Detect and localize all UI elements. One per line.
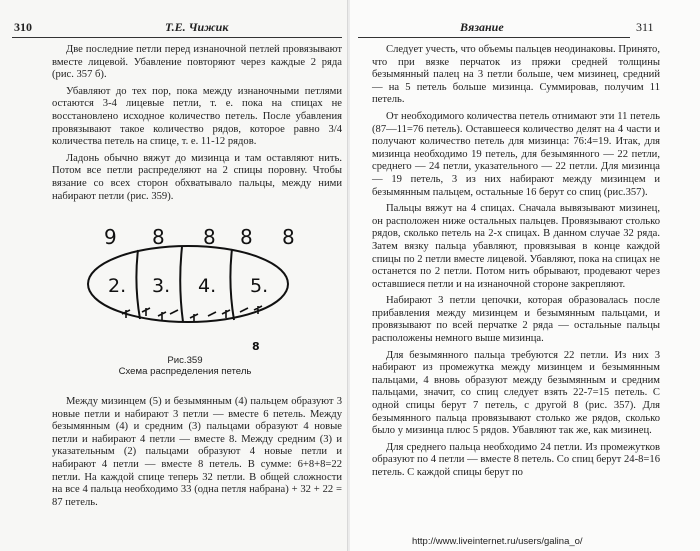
- left-page-number: 310: [14, 20, 32, 34]
- left-paragraph: Две последние петли перед изнаночной петлей провязывают вместе лицевой. Убавление повторяют через каждые 2 ряда (рис. 357 б).: [52, 44, 342, 81]
- right-paragraph: Для среднего пальца необходимо 24 петли. Из промежутков образуют по 4 петли — вместе 8 петель. Со спиц берут 24-8=16 петель. С каждой спицы берут по: [372, 441, 660, 478]
- left-header-title: Т.Е. Чижик: [165, 20, 229, 34]
- left-paragraph: Убавляют до тех пор, пока между изнаночными петлями остаются 3-4 лицевые петли, т. е. пока на спицах не восстановлено исходное количество петель. После убавления провязывают такое количество рядов, которое равно 3/4 количества петель на спице, т. е. 11-12 рядов.: [52, 85, 342, 148]
- left-header-rule: [12, 37, 342, 38]
- stitch-distribution-figure: [70, 222, 340, 354]
- left-text-top: [52, 44, 342, 207]
- figure-top-number: 8: [152, 225, 165, 249]
- left-text-bottom: [52, 396, 342, 513]
- right-header-title: Вязание: [460, 20, 504, 34]
- left-page: [0, 0, 349, 551]
- section-divider: [180, 247, 183, 322]
- right-text: [372, 44, 660, 484]
- section-divider: [230, 249, 234, 320]
- right-paragraph: Для безымянного пальца требуются 22 петли. Из них 3 набирают из промежутка между мизинцем и безымянным пальцами, 4 вновь образуют между безымянным и средним пальцами, значит, со спиц следует взять 22-7=15 петель. С одной спицы берут 7 петель, с другой 8 (рис. 357). Для безымянного пальца провязывают столько же рядов, сколько было у мизинца плюс 5 рядов. Убавляют так же, как мизинец.: [372, 349, 660, 437]
- figure-side-number: 8: [252, 340, 260, 353]
- left-paragraph: Ладонь обычно вяжут до мизинца и там оставляют нить. Потом все петли распределяют на 2 спицы поровну. Чтобы вязание со всех сторон обхватывало пальцы, между ними набирают петли (рис. 359).: [52, 152, 342, 202]
- right-paragraph: Следует учесть, что объемы пальцев неодинаковы. Принято, что при вязке перчаток из пряжи средней толщины безымянный палец на 3 петли больше, чем мизинец, средний — на 5 петель больше мизинца. Суммировав, получим 11 петель.: [372, 44, 660, 106]
- section-number: 4.: [198, 275, 217, 297]
- section-number: 2.: [108, 275, 127, 297]
- right-paragraph: Набирают 3 петли цепочки, которая образовалась после прибавления между мизинцем и безымянным пальцами, и провязывают по всей перчатке 2 ряда — остальные пальцы расположены немного выше мизинца.: [372, 295, 660, 345]
- source-url[interactable]: http://www.liveinternet.ru/users/galina_o/: [412, 536, 583, 547]
- right-page-number: 311: [636, 20, 654, 34]
- right-paragraph: От необходимого количества петель отнимают эти 11 петель (87—11=76 петель). Оставшееся количество делят на 4 части и получают количество петель для мизинца: 76:4=19. Итак, для мизинца необходимо 19 петель, для безымянного — 22 петли, среднего — 24 петли, указательного — 22 петли. Для мизинца — 19 петель, 3 из них набирают между мизинцем и безымянным пальцем, остальные 16 берут со спиц (рис.357).: [372, 110, 660, 198]
- right-header-rule: [358, 37, 630, 38]
- section-divider: [136, 250, 140, 319]
- figure-caption-title: Рис.359: [167, 355, 203, 366]
- section-number: 3.: [152, 275, 171, 297]
- figure-caption-text: Схема распределения петель: [118, 366, 252, 377]
- section-number: 5.: [250, 275, 269, 297]
- left-paragraph: Между мизинцем (5) и безымянным (4) пальцем образуют 3 новые петли и набирают 3 петли — вместе 6 петель. Между безымянным (4) и средним (3) пальцами образуют 4 новые петли и набирают 4 петли — вместе 8. Между средним (3) и указательным (2) пальцами образуют 4 новые петли и набирают 4 петли — вместе 8 петель. В сумме: 6+8+8=22 петли. На каждой спице теперь 32 петли. В общей сложности на все 4 пальца необходимо 33 (одна петля набрана) + 32 + 22 = 87 петель.: [52, 396, 342, 508]
- figure-top-number: 9: [104, 225, 117, 249]
- right-paragraph: Пальцы вяжут на 4 спицах. Сначала вывязывают мизинец, он расположен ниже остальных пальцев. Провязывают столько рядов, сколько петель на 2-х спицах. В данном случае 32 ряда. Затем вязку пальца убавляют, провязывая в конце каждой спицы по 2 петли вместе лицевой. Убавляют, пока на спицах не останется по 2 петли. Потом нить обрывают, продевают через оставшиеся петли и на изнаночной стороне закрепляют.: [372, 203, 660, 290]
- right-page: [350, 0, 700, 551]
- figure-top-number: 8: [240, 225, 253, 249]
- stitch-marks: [122, 306, 262, 322]
- figure-top-number: 8: [282, 225, 295, 249]
- figure-top-number: 8: [203, 225, 216, 249]
